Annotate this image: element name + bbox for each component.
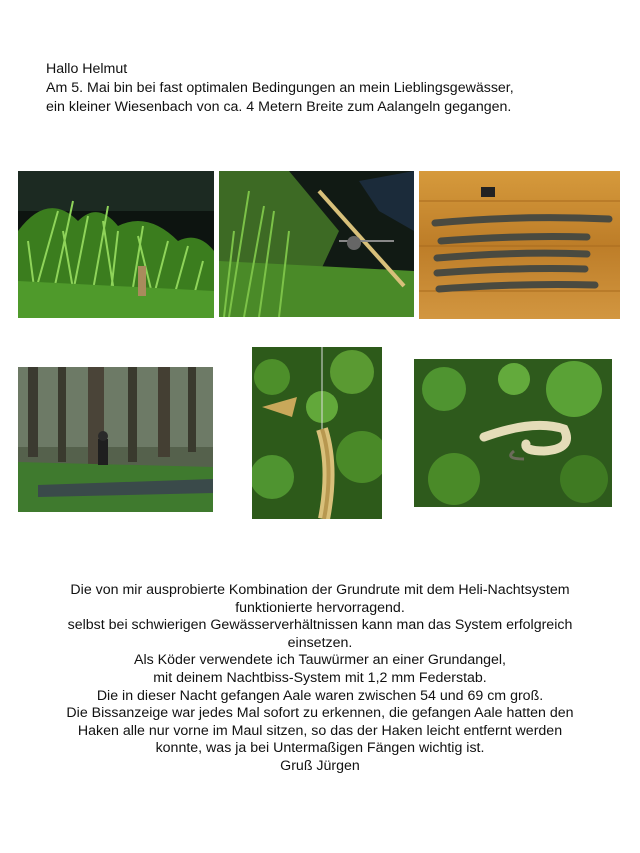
greeting: Hallo Helmut [46,61,128,77]
intro-line-2: ein kleiner Wiesenbach von ca. 4 Metern Breite zum Aalangeln gegangen. [46,99,512,115]
story-line: Die in dieser Nacht gefangen Aale waren zwischen 54 und 69 cm groß. [96,687,544,704]
story-line: mit deinem Nachtbiss-System mit 1,2 mm Federstab. [153,669,487,686]
hooked-eel-in-grass-photo [252,347,382,519]
story-line: Haken alle nur vorne im Maul sitzen, so das der Haken leicht entfernt werden [77,722,563,739]
story-line: Die Bissanzeige war jedes Mal sofort zu erkennen, die gefangen Aale hatten den [66,705,574,722]
story-line: funktionierte hervorragend. [235,599,405,616]
intro-block [46,60,616,117]
forest-stream-angler-photo [18,367,213,512]
story-line: selbst bei schwierigen Gewässerverhältnissen kann man das System erfolgreich [67,617,573,634]
signature: Gruß Jürgen [280,757,360,774]
five-eels-on-board-photo [419,171,620,319]
rod-on-bank-photo [219,171,414,317]
story-line: konnte, was ja bei Untermaßigen Fängen wichtig ist. [155,740,485,757]
story-block [12,582,628,776]
eel-on-grass-photo [414,359,612,507]
story-line: einsetzen. [287,634,353,651]
grass-riverbank-night-photo [18,171,214,318]
story-line: Als Köder verwendete ich Tauwürmer an einer Grundangel, [134,652,506,669]
intro-line-1: Am 5. Mai bin bei fast optimalen Bedingungen an mein Lieblingsgewässer, [46,80,514,96]
story-line: Die von mir ausprobierte Kombination der Grundrute mit dem Heli-Nachtsystem [70,582,570,598]
